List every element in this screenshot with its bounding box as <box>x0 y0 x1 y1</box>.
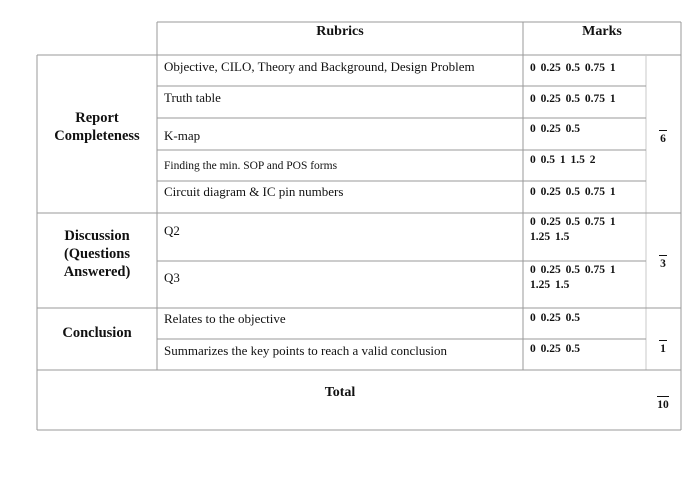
section-total-marks: 6 <box>656 130 670 145</box>
rubric-row: Q2 <box>164 223 180 238</box>
grand-total-marks: 10 <box>653 396 673 411</box>
rubric-row: Summarizes the key points to reach a valid conclusion <box>164 343 448 358</box>
marks-options: 0 0.25 0.5 <box>530 123 580 135</box>
rubric-row: Objective, CILO, Theory and Background, Design Problem <box>164 59 475 74</box>
rubric-row: Finding the min. SOP and POS forms <box>164 160 338 172</box>
rubric-row: Q3 <box>164 270 180 285</box>
marks-options: 0 0.5 1 1.5 2 <box>530 154 596 166</box>
rubric-row: Circuit diagram & IC pin numbers <box>164 184 344 199</box>
section-total-marks: 1 <box>656 340 670 355</box>
marks-options: 0 0.25 0.5 <box>530 312 580 324</box>
rubrics-header: Rubrics <box>316 24 364 39</box>
rubric-row: K-map <box>164 128 201 143</box>
section-discussion: Discussion (Questions Answered) <box>63 228 131 280</box>
rubric-row: Relates to the objective <box>164 311 286 326</box>
marks-options: 0 0.25 0.5 <box>530 343 580 355</box>
marks-options: 0 0.25 0.5 0.75 1 1.25 1.5 <box>530 216 616 243</box>
rubric-row: Truth table <box>164 90 221 105</box>
section-report-completeness: Report Completeness <box>54 110 140 144</box>
marks-options: 0 0.25 0.5 0.75 1 <box>530 93 616 105</box>
total-label: Total <box>324 385 356 400</box>
section-conclusion: Conclusion <box>62 325 132 341</box>
section-total-marks: 3 <box>656 255 670 270</box>
marks-options: 0 0.25 0.5 0.75 1 <box>530 186 616 198</box>
marks-options: 0 0.25 0.5 0.75 1 <box>530 62 616 74</box>
marks-options: 0 0.25 0.5 0.75 1 1.25 1.5 <box>530 264 616 291</box>
marks-header: Marks <box>582 24 622 39</box>
